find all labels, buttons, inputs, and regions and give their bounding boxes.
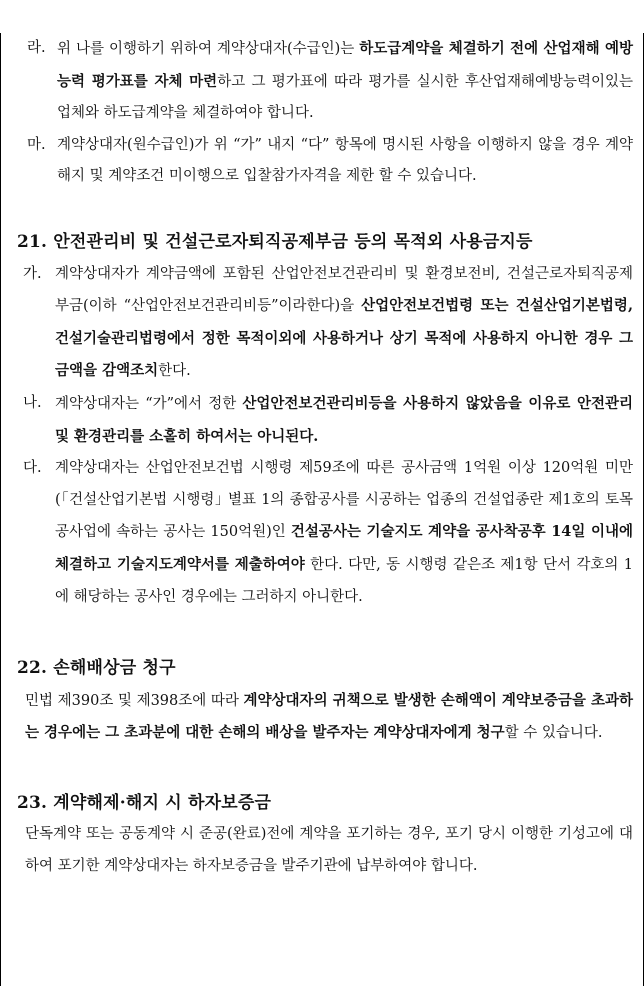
item-body <box>55 388 633 453</box>
item-body <box>55 259 633 388</box>
item-ga <box>17 259 633 388</box>
section-22-body <box>17 685 633 750</box>
section-heading-22: 22. 손해배상금 청구 <box>17 658 176 679</box>
text-run: 한다. <box>158 363 191 380</box>
section-heading-23: 23. 계약해제·해지 시 하자보증금 <box>17 792 272 813</box>
bold-run: 산업안전보건법령 또는 건설산업기본법령, 건설기술관리법령에서 정한 목적이외에 사용하거나 상기 목적에 사용하지 아니한 경우 그 금액을 감액조치 <box>55 297 633 380</box>
text-run: 하고 그 평가표에 따라 평가를 실시한 후산업재해예방능력이있는 업체와 하도급계약을 체결하여야 합니다. <box>57 73 634 122</box>
text-run: 민법 제390조 및 제398조에 따라 <box>25 692 244 709</box>
bold-run: 산업안전보건관리비등을 사용하지 않았음을 이유로 안전관리 및 환경관리를 소홀히 하여서는 아니된다. <box>55 394 634 445</box>
bold-run: 하도급계약을 체결하기 전에 산업재해 예방능력 평가표를 자체 마련 <box>57 40 633 90</box>
item-body <box>57 130 633 193</box>
item-body <box>55 453 633 613</box>
item-marker: 라. <box>27 40 46 56</box>
item-marker: 가. <box>23 265 42 282</box>
item-na <box>17 388 633 453</box>
item-marker: 마. <box>27 136 46 153</box>
text-run: 한다. 다만, 동 시행령 같은조 제1항 단서 각호의 1에 해당하는 공사인 경우에는 그러하지 아니한다. <box>55 556 633 605</box>
item-ma <box>17 130 633 193</box>
section-23-body <box>17 819 633 882</box>
document-page <box>0 33 644 986</box>
item-marker: 나. <box>23 394 42 411</box>
item-ra <box>17 33 633 130</box>
text-run: 단독계약 또는 공동계약 시 준공(완료)전에 계약을 포기하는 경우, 포기 당시 이행한 기성고에 대하여 포기한 계약상대자는 하자보증금을 발주기관에 납부하여야 합니다. <box>25 826 633 875</box>
bold-run: 계약상대자의 귀책으로 발생한 손해액이 계약보증금을 초과하는 경우에는 그 초과분에 대한 손해의 배상을 발주자는 계약상대자에게 청구 <box>25 691 634 742</box>
section-heading-21: 21. 안전관리비 및 건설근로자퇴직공제부금 등의 목적외 사용금지등 <box>17 231 533 252</box>
text-run: 계약상대자는 “가”에서 정한 <box>55 395 243 412</box>
bold-run: 건설공사는 기술지도 계약을 공사착공후 14일 이내에 체결하고 기술지도계약서를 제출하여야 <box>55 523 633 573</box>
item-da <box>17 453 633 613</box>
text-run: 계약상대자는 산업안전보건법 시행령 제59조에 따른 공사금액 1억원 이상 120억원 미만(｢건설산업기본법 시행령｣ 별표 1의 종합공사를 시공하는 업종의 건설업종란 제1호의 토목공사업에 속하는 공사는 150억원)인 <box>55 460 633 541</box>
text-run: 할 수 있습니다. <box>504 725 603 742</box>
text-run: 계약상대자가 계약금액에 포함된 산업안전보건관리비 및 환경보전비, 건설근로자퇴직공제부금(이하 “산업안전보건관리비등”이라한다)을 <box>55 265 633 315</box>
text-run: 위 나를 이행하기 위하여 계약상대자(수급인)는 <box>57 41 360 57</box>
text-run: 계약상대자(원수급인)가 위 “가” 내지 “다” 항목에 명시된 사항을 이행하지 않을 경우 계약해지 및 계약조건 미이행으로 입찰참가자격을 제한 할 수 있습니다. <box>57 136 633 185</box>
item-body <box>57 33 633 130</box>
item-marker: 다. <box>23 460 42 477</box>
